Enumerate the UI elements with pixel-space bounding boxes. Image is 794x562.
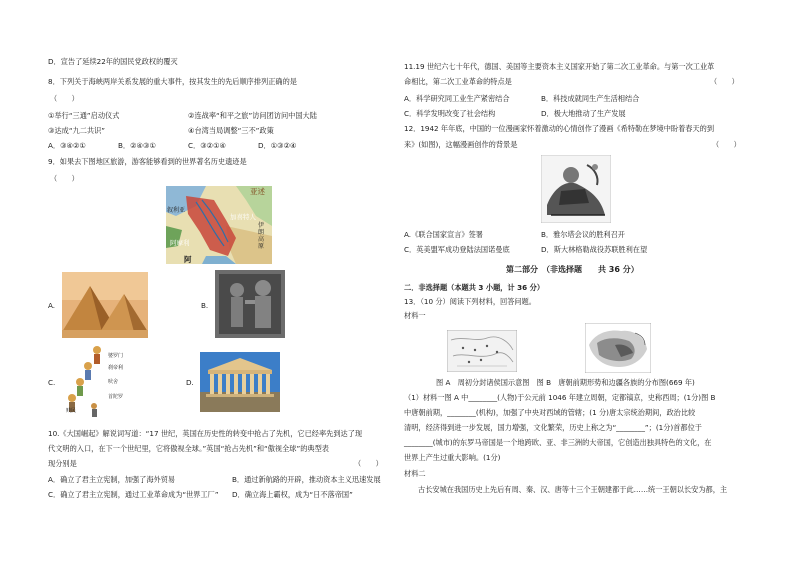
q11-option-c: C．科学发明改变了社会结构: [404, 109, 496, 118]
part-two-title: 第二部分 （非选择题 共 36 分）: [506, 265, 639, 274]
q13-intro: 13．（10 分）阅读下列材料，回答问题。: [404, 297, 536, 306]
q9-option-a: A.: [48, 301, 56, 310]
map-label-assyria: 亚述: [250, 187, 265, 196]
q9-option-d: D.: [186, 378, 194, 387]
q10-line-2: 代文明的入口，在下一个世纪里，它将傲视全球。”英国“抢占先机”和“傲视全球”的典型表: [48, 444, 329, 453]
q9-option-c: C.: [48, 378, 56, 387]
parthenon-image: [200, 352, 280, 412]
caste-label-shudra: 首陀罗: [108, 394, 124, 400]
q12-line-1: 12．1942 年年底，中国的一位漫画家怀着激动的心情创作了漫画《希特勒在梦境中盼着春天的到: [404, 124, 715, 133]
q8-item-1: ①举行“三通”启动仪式: [48, 111, 120, 120]
q8-option-b: B．②④③①: [118, 141, 156, 150]
tang-dynasty-map: [585, 323, 651, 373]
mesopotamia-map: [166, 186, 272, 264]
q10-option-c: C．确立了君主立宪制，通过工业革命成为“世界工厂”: [48, 490, 219, 499]
q13-figure-caption: 图 A 周初分封诸侯国示意图 图 B 唐朝前期形势和边疆各族的分布图(669 年): [436, 378, 695, 387]
q13-para-6: 古长安城在我国历史上先后有周、秦、汉、唐等十三个王朝建都于此……统一王朝以长安为都，主: [418, 485, 728, 494]
q8-item-2: ②连战率“和平之旅”访问团访问中国大陆: [188, 111, 317, 120]
caste-label-brahmin: 婆罗门: [108, 353, 124, 359]
q8-option-c: C．③②①④: [188, 141, 226, 150]
q8-option-a: A．③④②①: [48, 141, 86, 150]
q10-line-3: 现分别是: [48, 459, 77, 468]
q11-line-1: 11.19 世纪六七十年代，德国、美国等主要资本主义国家开始了第二次工业革命。与第一次工业革: [404, 62, 715, 71]
q10-option-b: B．通过新航路的开辟，推动资本主义迅速发展: [232, 475, 381, 484]
map-label-iran: 伊朗高原: [258, 222, 265, 250]
q11-option-d: D．极大地推动了生产发展: [541, 109, 626, 118]
q8-item-3: ③达成“九二共识”: [48, 126, 106, 135]
q13-para-3: 清明，经济得到进一步发展，国力增强，文化繁荣，历史上称之为“________”；(1分)首都位于: [404, 423, 702, 432]
caste-label-untouchable: 贱民: [66, 408, 77, 414]
section-two-heading: 二．非选择题（本题共 3 小题，计 36 分）: [404, 283, 545, 292]
q12-option-d: D．斯大林格勒战役苏联胜利在望: [541, 245, 648, 254]
q8-stem: 8．下列关于海峡两岸关系发展的重大事件，按其发生的先后顺序排列正确的是: [48, 77, 297, 86]
q7-option-d: D．宣告了延续22年的国民党政权的覆灭: [48, 57, 178, 66]
map-label-syria: 叙利亚: [167, 207, 186, 214]
map-label-kassites: 加喜特人: [230, 213, 256, 221]
q13-material-2-label: 材料二: [404, 469, 426, 478]
q13-material-1-label: 材料一: [404, 311, 426, 320]
q12-option-a: A.《联合国家宣言》签署: [404, 230, 483, 239]
map-label-a: 阿: [184, 255, 192, 264]
q8-item-4: ④台湾当局调整“三不”政策: [188, 126, 274, 135]
q8-answer-paren: （ ）: [50, 94, 79, 103]
q13-para-5: 世界上产生过重大影响。(1分): [404, 453, 501, 462]
q9-option-b: B.: [201, 301, 209, 310]
caste-label-kshatriya: 刹帝利: [108, 365, 124, 371]
q9-stem: 9．如果去下图地区旅游，游客能够看到的世界著名历史遗迹是: [48, 157, 247, 166]
q12-answer-paren: （ ）: [712, 140, 741, 149]
q10-answer-paren: （ ）: [354, 459, 383, 468]
q11-option-b: B．科技成就同生产生活相结合: [541, 94, 640, 103]
q13-para-4: ________(城市)的东罗马帝国是一个地跨欧、亚、非三洲的大帝国，它创造出独具特色的文化，在: [404, 438, 712, 447]
q12-line-2: 来》(如图)，这幅漫画创作的背景是: [404, 140, 518, 149]
q11-option-a: A．科学研究同工业生产紧密结合: [404, 94, 510, 103]
q11-answer-paren: （ ）: [710, 77, 739, 86]
hitler-cartoon-image: [541, 155, 611, 223]
q11-line-2: 命相比，第二次工业革命的特点是: [404, 77, 512, 86]
q13-para-2: 中唐朝前期，________(机构)，加强了中央对西域的管辖；(1 分)唐太宗统治期间，政治比较: [404, 408, 696, 417]
pyramids-image: [62, 272, 148, 338]
map-label-amorites: 阿摩利: [170, 239, 190, 247]
q8-option-d: D．①③②④: [258, 141, 297, 150]
q10-option-d: D．确立海上霸权，成为“日不落帝国”: [232, 490, 353, 499]
q12-option-b: B．雅尔塔会议的胜利召开: [541, 230, 625, 239]
q12-option-c: C．英美盟军成功登陆法国诺曼底: [404, 245, 510, 254]
hammurabi-stele-image: [215, 270, 285, 338]
zhou-fiefdoms-map: [447, 330, 517, 372]
q10-line-1: 10.《大国崛起》解说词写道：“17 世纪，英国在历史性的转变中抢占了先机，它已经率先到达了现: [48, 429, 363, 438]
q9-answer-paren: （ ）: [50, 174, 79, 183]
q10-option-a: A．确立了君主立宪制，加强了海外贸易: [48, 475, 176, 484]
caste-label-vaishya: 吠舍: [108, 379, 119, 385]
q13-para-1: （1）材料一图 A 中________(人物)于公元前 1046 年建立周朝，定都镐京，史称西周；(1分)图 B: [404, 393, 716, 402]
